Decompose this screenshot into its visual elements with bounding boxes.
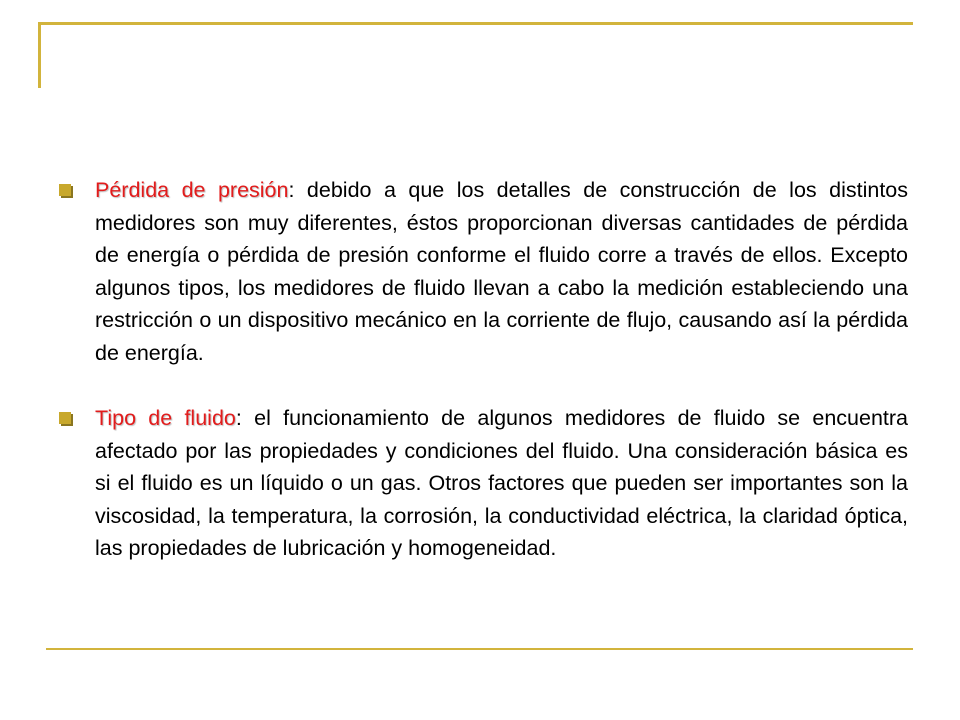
square-bullet-icon — [59, 184, 71, 196]
term-description: : el funcionamiento de algunos medidores de fluido se encuentra afectado por las propiedades y condiciones del fluido. Una consideración básica es si el fluido es un líquido o un gas. Otros factores que pueden ser importantes son la viscosidad, la temperatura, la corrosión, la conductividad eléctrica, la claridad óptica, las propiedades de lubricación y homogeneidad. — [95, 406, 908, 560]
bullet-item-perdida-presion — [58, 174, 908, 369]
top-border-line — [40, 22, 913, 25]
term-label: Tipo de fluido — [95, 406, 236, 430]
square-bullet-icon — [59, 412, 71, 424]
slide-content — [58, 174, 908, 565]
bottom-border-line — [46, 648, 913, 650]
term-description: : debido a que los detalles de construcción de los distintos medidores son muy diferentes, éstos proporcionan diversas cantidades de pérdida de energía o pérdida de presión conforme el fluido corre a través de ellos. Excepto algunos tipos, los medidores de fluido llevan a cabo la medición estableciendo una restricción o un dispositivo mecánico en la corriente de flujo, causando así la pérdida de energía. — [95, 178, 909, 365]
term-label: Pérdida de presión — [95, 178, 289, 202]
bullet-item-tipo-fluido — [58, 402, 908, 565]
left-border-line — [38, 22, 41, 88]
